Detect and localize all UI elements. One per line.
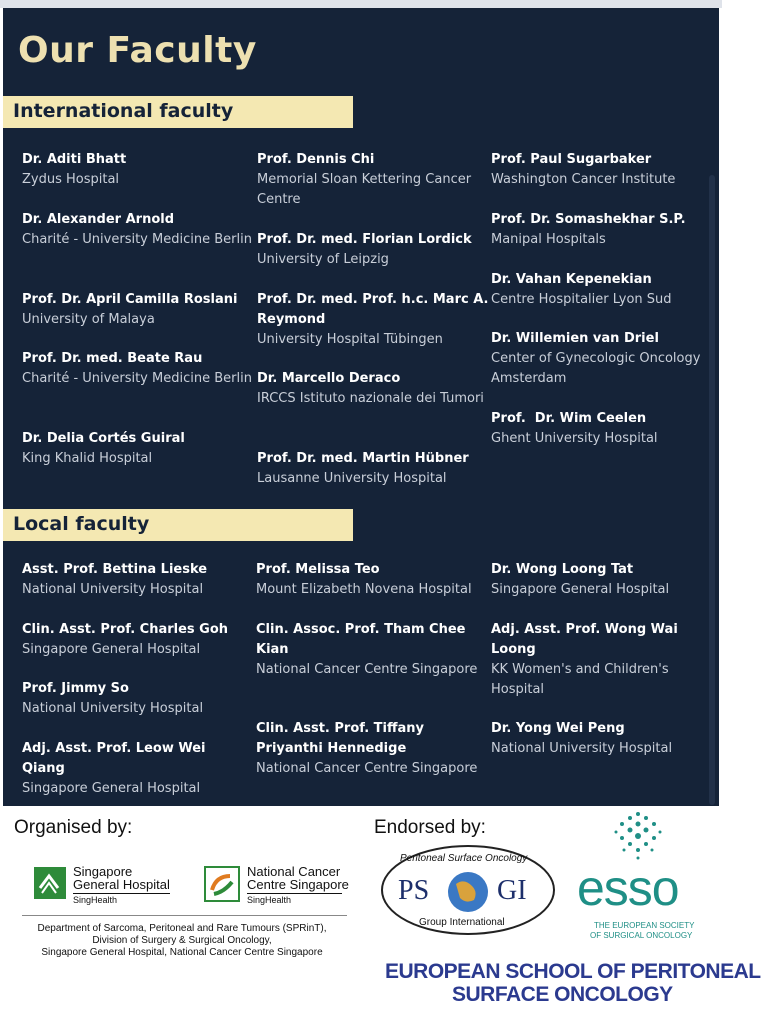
faculty-affiliation: KK Women's and Children's Hospital xyxy=(491,662,669,697)
nccs-name-line2: Centre Singapore xyxy=(247,877,349,892)
faculty-name: Adj. Asst. Prof. Leow Wei Qiang xyxy=(22,741,206,776)
faculty-affiliation: Charité - University Medicine Berlin xyxy=(22,232,252,247)
faculty-entry xyxy=(256,560,488,600)
faculty-affiliation: Zydus Hospital xyxy=(22,172,120,187)
top-border xyxy=(0,0,722,8)
faculty-affiliation: University of Malaya xyxy=(22,312,155,327)
page-title: Our Faculty xyxy=(18,30,257,71)
faculty-name: Dr. Marcello Deraco xyxy=(257,371,401,386)
faculty-entry xyxy=(491,150,723,190)
faculty-name: Prof. Melissa Teo xyxy=(256,562,380,577)
faculty-name: Dr. Yong Wei Peng xyxy=(491,721,625,736)
faculty-entry xyxy=(22,620,254,660)
faculty-entry xyxy=(22,349,254,389)
faculty-affiliation: National Cancer Centre Singapore xyxy=(256,662,478,677)
department-text xyxy=(22,923,342,959)
faculty-name: Prof. Dr. April Camilla Roslani xyxy=(22,292,238,307)
faculty-entry xyxy=(22,739,222,799)
sgh-emblem-icon xyxy=(33,866,67,900)
faculty-affiliation: Singapore General Hospital xyxy=(491,582,670,597)
sgh-divider xyxy=(73,893,170,894)
faculty-name: Prof. Dr. Wim Ceelen xyxy=(491,411,647,426)
esso-tagline-2: OF SURGICAL ONCOLOGY xyxy=(590,931,693,940)
faculty-entry xyxy=(491,719,723,759)
faculty-affiliation: National University Hospital xyxy=(22,582,204,597)
nccs-name-line1: National Cancer xyxy=(247,864,341,879)
faculty-entry xyxy=(491,409,723,449)
faculty-name: Prof. Dr. med. Prof. h.c. Marc A. Reymond xyxy=(257,292,489,327)
faculty-affiliation: National University Hospital xyxy=(22,701,204,716)
faculty-affiliation: IRCCS Istituto nazionale dei Tumori xyxy=(257,391,484,406)
faculty-affiliation: Charité - University Medicine Berlin xyxy=(22,371,252,386)
faculty-entry xyxy=(257,449,489,489)
faculty-entry xyxy=(491,210,723,250)
faculty-name: Prof. Dr. Somashekhar S.P. xyxy=(491,212,686,227)
faculty-name: Prof. Dr. med. Beate Rau xyxy=(22,351,203,366)
faculty-affiliation: Memorial Sloan Kettering Cancer Centre xyxy=(257,172,472,207)
faculty-entry xyxy=(257,150,489,210)
esso-dots-icon xyxy=(608,808,668,864)
faculty-name: Dr. Wong Loong Tat xyxy=(491,562,634,577)
faculty-name: Prof. Dennis Chi xyxy=(257,152,375,167)
department-line: Department of Sarcoma, Peritoneal and Rare Tumours (SPRinT), xyxy=(37,923,327,934)
psogi-arc-text: Peritoneal Surface Oncology xyxy=(400,853,528,864)
faculty-affiliation: University of Leipzig xyxy=(257,252,389,267)
faculty-name: Clin. Asst. Prof. Charles Goh xyxy=(22,622,229,637)
faculty-name: Dr. Aditi Bhatt xyxy=(22,152,127,167)
nccs-divider xyxy=(247,893,342,894)
psogi-right: GI xyxy=(497,875,527,906)
espso-line-2: SURFACE ONCOLOGY xyxy=(452,983,673,1006)
faculty-affiliation: National Cancer Centre Singapore xyxy=(256,761,478,776)
sgh-sub: SingHealth xyxy=(73,895,118,905)
faculty-affiliation: Singapore General Hospital xyxy=(22,781,201,796)
department-line: Division of Surgery & Surgical Oncology, xyxy=(92,935,272,946)
faculty-name: Dr. Vahan Kepenekian xyxy=(491,272,652,287)
local-heading: Local faculty xyxy=(13,513,150,535)
faculty-entry xyxy=(257,290,489,350)
faculty-affiliation: Singapore General Hospital xyxy=(22,642,201,657)
faculty-name: Adj. Asst. Prof. Wong Wai Loong xyxy=(491,622,678,657)
faculty-affiliation: Lausanne University Hospital xyxy=(257,471,447,486)
department-line: Singapore General Hospital, National Cancer Centre Singapore xyxy=(41,947,323,958)
international-heading-band xyxy=(3,96,353,128)
faculty-entry xyxy=(22,150,254,190)
faculty-name: Prof. Dr. med. Martin Hübner xyxy=(257,451,469,466)
sgh-name-line1: Singapore xyxy=(73,864,133,879)
faculty-entry xyxy=(256,620,488,680)
local-heading-band xyxy=(3,509,353,541)
faculty-entry xyxy=(22,679,254,719)
faculty-name: Prof. Jimmy So xyxy=(22,681,129,696)
organised-by-label: Organised by: xyxy=(14,817,133,838)
sgh-name-line2: General Hospital xyxy=(73,877,170,892)
faculty-name: Dr. Delia Cortés Guiral xyxy=(22,431,185,446)
faculty-name: Clin. Assoc. Prof. Tham Chee Kian xyxy=(256,622,466,657)
faculty-affiliation: Manipal Hospitals xyxy=(491,232,606,247)
faculty-affiliation: Center of Gynecologic Oncology Amsterdam xyxy=(491,351,701,386)
faculty-affiliation: National University Hospital xyxy=(491,741,673,756)
faculty-entry xyxy=(256,719,488,779)
faculty-affiliation: Centre Hospitalier Lyon Sud xyxy=(491,292,672,307)
faculty-affiliation: King Khalid Hospital xyxy=(22,451,153,466)
nccs-sub: SingHealth xyxy=(247,895,292,905)
faculty-name: Dr. Alexander Arnold xyxy=(22,212,175,227)
faculty-affiliation: Washington Cancer Institute xyxy=(491,172,676,187)
faculty-name: Prof. Dr. med. Florian Lordick xyxy=(257,232,472,247)
endorsed-by-label: Endorsed by: xyxy=(374,817,486,838)
faculty-entry xyxy=(491,560,723,600)
psogi-left: PS xyxy=(398,875,430,906)
faculty-entry xyxy=(491,329,723,389)
faculty-entry xyxy=(491,620,696,700)
faculty-affiliation: University Hospital Tübingen xyxy=(257,332,443,347)
faculty-affiliation: Mount Elizabeth Novena Hospital xyxy=(256,582,472,597)
esso-tagline-1: THE EUROPEAN SOCIETY xyxy=(594,921,695,930)
faculty-name: Clin. Asst. Prof. Tiffany Priyanthi Hennedige xyxy=(256,721,425,756)
faculty-entry xyxy=(257,230,489,270)
footer-divider xyxy=(22,915,347,916)
psogi-bottom-text: Group International xyxy=(419,917,505,928)
faculty-name: Dr. Willemien van Driel xyxy=(491,331,659,346)
espso-line-1: EUROPEAN SCHOOL OF PERITONEAL xyxy=(385,960,761,983)
faculty-entry xyxy=(22,429,254,469)
faculty-entry xyxy=(22,290,254,330)
faculty-affiliation: Ghent University Hospital xyxy=(491,431,658,446)
faculty-name: Asst. Prof. Bettina Lieske xyxy=(22,562,208,577)
international-heading: International faculty xyxy=(13,100,234,122)
faculty-name: Prof. Paul Sugarbaker xyxy=(491,152,652,167)
faculty-entry xyxy=(22,560,254,600)
faculty-entry xyxy=(491,270,723,310)
faculty-entry xyxy=(257,369,489,409)
nccs-emblem-icon xyxy=(204,866,242,902)
esso-wordmark: esso xyxy=(577,860,679,916)
faculty-entry xyxy=(22,210,254,250)
